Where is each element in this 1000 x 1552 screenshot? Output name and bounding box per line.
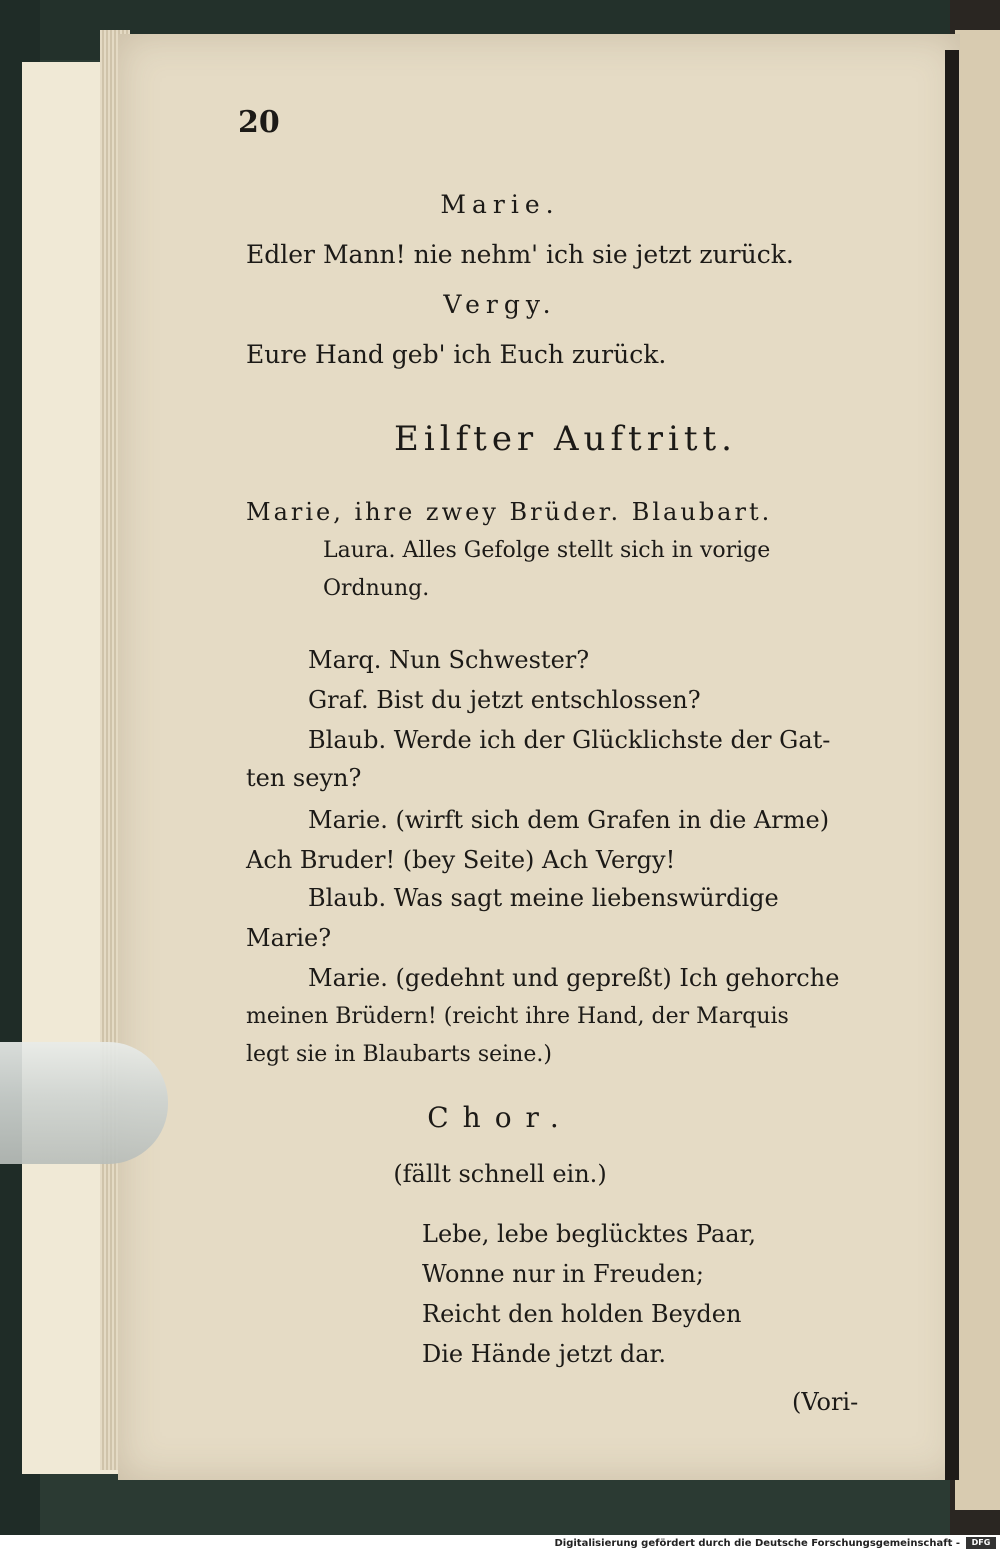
text-line: Edler Mann! nie nehm' ich sie jetzt zurück. xyxy=(246,240,794,269)
dialogue-line: Marie? xyxy=(246,924,332,952)
scene-heading: Eilfter Auftritt. xyxy=(394,419,737,459)
dialogue-line: Blaub. Was sagt meine liebenswürdige xyxy=(308,884,779,912)
verse-line: Wonne nur in Freuden; xyxy=(422,1260,704,1288)
dialogue-line: meinen Brüdern! (reicht ihre Hand, der Marquis xyxy=(246,1004,789,1029)
stage-direction: Laura. Alles Gefolge stellt sich in vorige xyxy=(323,538,771,563)
dialogue-line: Marq. Nun Schwester? xyxy=(308,646,590,674)
dfg-logo: DFG xyxy=(966,1537,996,1549)
chorus-heading: Chor. xyxy=(427,1101,573,1134)
dialogue-line: Marie. (gedehnt und gepreßt) Ich gehorche xyxy=(308,964,840,992)
stage-direction: Marie, ihre zwey Brüder. Blaubart. xyxy=(246,498,773,526)
text-line: Eure Hand geb' ich Euch zurück. xyxy=(246,340,667,369)
page-gutter-shadow xyxy=(945,50,959,1480)
dialogue-line: legt sie in Blaubarts seine.) xyxy=(246,1042,552,1067)
verse-line: Lebe, lebe beglücktes Paar, xyxy=(422,1220,757,1248)
facing-page-edge xyxy=(955,30,1000,1510)
dialogue-line: Blaub. Werde ich der Glücklichste der Gat- xyxy=(308,726,831,754)
verse-line: Reicht den holden Beyden xyxy=(422,1300,742,1328)
dialogue-line: Marie. (wirft sich dem Grafen in die Arme) xyxy=(308,806,830,834)
footer-credit: Digitalisierung gefördert durch die Deutsche Forschungsgemeinschaft - xyxy=(554,1538,960,1549)
verse-line: Die Hände jetzt dar. xyxy=(422,1340,666,1368)
chorus-stage-direction: (fällt schnell ein.) xyxy=(393,1160,607,1188)
catchword: (Vori- xyxy=(792,1388,859,1416)
speaker-vergy: Vergy. xyxy=(443,290,557,319)
dialogue-line: Ach Bruder! (bey Seite) Ach Vergy! xyxy=(246,846,676,874)
stage-direction: Ordnung. xyxy=(323,576,430,601)
dialogue-line: Graf. Bist du jetzt entschlossen? xyxy=(308,686,701,714)
footer-bar xyxy=(0,1535,1000,1552)
speaker-marie: Marie. xyxy=(440,190,560,219)
page-number: 20 xyxy=(238,105,280,140)
dialogue-line: ten seyn? xyxy=(246,764,362,792)
scanner-clamp xyxy=(0,1042,168,1164)
